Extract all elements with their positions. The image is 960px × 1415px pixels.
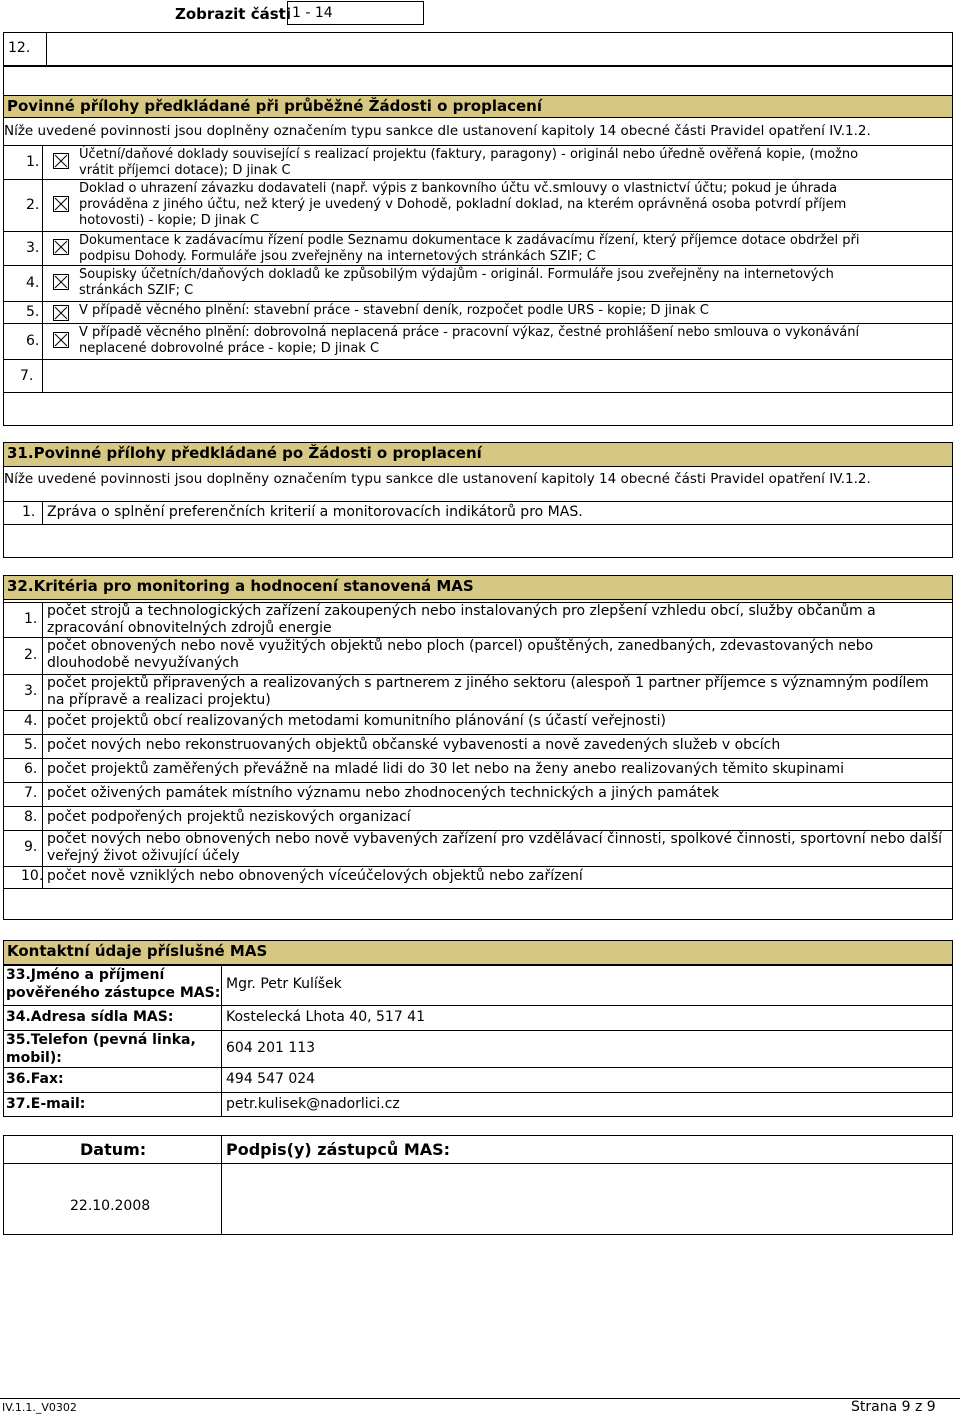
criteria-item-text: počet strojů a technologických zařízení zakoupených nebo instalovaných pro zlepšení vzhledu obcí, služby občanům a xyxy=(47,603,876,619)
criteria-item-text: počet projektů obcí realizovaných metodami komunitního plánování (s účastí veřejnosti) xyxy=(47,713,667,729)
interim-item-number: 6. xyxy=(26,333,40,349)
interim-item-text: Soupisky účetních/daňových dokladů ke způsobilým výdajům - originál. Formuláře jsou zveřejněny na internetových xyxy=(79,267,834,282)
footer-code: IV.1.1._V0302 xyxy=(2,1401,77,1414)
contact-value: Mgr. Petr Kulíšek xyxy=(226,976,342,992)
date-label: Datum: xyxy=(80,1140,147,1159)
criteria-item-number: 7. xyxy=(24,785,38,801)
criteria-item-number: 3. xyxy=(24,683,38,699)
criteria-item-number: 8. xyxy=(24,809,38,825)
criteria-item-number: 9. xyxy=(24,839,38,855)
date-value: 22.10.2008 xyxy=(70,1198,151,1214)
interim-item-text: podpisu Dohody. Formuláře jsou zveřejněny na internetových stránkách SZIF; C xyxy=(79,249,596,264)
interim-item-number: 5. xyxy=(26,304,40,320)
contact-label: 35.Telefon (pevná linka, xyxy=(6,1032,196,1048)
checkbox-checked-icon[interactable] xyxy=(53,239,69,255)
interim-item-text: V případě věcného plnění: stavební práce - stavební deník, rozpočet podle URS - kopie; D jinak C xyxy=(79,303,709,318)
criteria-item-text: počet podpořených projektů neziskových organizací xyxy=(47,809,411,825)
contact-label: 37.E-mail: xyxy=(6,1095,86,1112)
item12-box xyxy=(3,32,953,66)
criteria-item-text: počet obnovených nebo nově využitých objektů nebo ploch (parcel) opuštěných, zanedbaných, zdevastovaných nebo xyxy=(47,638,874,654)
section-31-item-text: Zpráva o splnění preferenčních kriterií a monitorovacích indikátorů pro MAS. xyxy=(47,504,583,520)
criteria-item-text: veřejný život oživující účely xyxy=(47,848,240,864)
contact-value: 494 547 024 xyxy=(226,1070,316,1087)
item12-number: 12. xyxy=(8,40,31,56)
section-32-title: 32.Kritéria pro monitoring a hodnocení stanovená MAS xyxy=(3,575,953,600)
contact-value: petr.kulisek@nadorlici.cz xyxy=(226,1095,400,1112)
interim-item-text: Dokumentace k zadávacímu řízení podle Seznamu dokumentace k zadávacímu řízení, který příjemce dotace obdržel při xyxy=(79,233,860,248)
contact-label: mobil): xyxy=(6,1050,62,1066)
criteria-item-text: počet nových nebo obnovených nebo nově vybavených zařízení pro vzdělávací činnosti, spolkové činnosti, sportovní nebo další xyxy=(47,831,943,847)
interim-item-text: stránkách SZIF; C xyxy=(79,283,194,298)
contact-title: Kontaktní údaje příslušné MAS xyxy=(3,940,953,965)
interim-item-number: 4. xyxy=(26,275,40,291)
criteria-item-text: dlouhodobě nevyužívaných xyxy=(47,655,239,671)
checkbox-checked-icon[interactable] xyxy=(53,196,69,212)
contact-label: pověřeného zástupce MAS: xyxy=(6,985,221,1001)
checkbox-checked-icon[interactable] xyxy=(53,153,69,169)
criteria-item-text: počet projektů zaměřených převážně na mladé lidi do 30 let nebo na ženy anebo realizovaných těmito skupinami xyxy=(47,761,845,777)
contact-value: Kostelecká Lhota 40, 517 41 xyxy=(226,1008,425,1025)
section-31-item-number: 1. xyxy=(22,504,36,520)
show-parts-input[interactable]: 1 - 14 xyxy=(287,1,424,25)
interim-item-number: 3. xyxy=(26,240,40,256)
interim-item-number: 7. xyxy=(20,367,34,384)
criteria-item-number: 1. xyxy=(24,610,38,627)
show-parts-label: Zobrazit části xyxy=(175,5,291,23)
interim-item-text: neplacené dobrovolné práce - kopie; D jinak C xyxy=(79,341,380,356)
criteria-item-text: zpracování obnovitelných zdrojů energie xyxy=(47,620,332,636)
contact-label: 36.Fax: xyxy=(6,1070,64,1087)
criteria-item-number: 4. xyxy=(24,713,38,729)
interim-item-number: 1. xyxy=(26,154,40,170)
interim-item-text: Účetní/daňové doklady související s realizací projektu (faktury, paragony) - originál nebo úředně ověřená kopie, (možno xyxy=(79,147,859,162)
criteria-item-text: počet nových nebo rekonstruovaných objektů občanské vybavenosti a nově zavedených služeb v obcích xyxy=(47,737,781,753)
criteria-item-text: na přípravě a realizaci projektu) xyxy=(47,692,271,708)
footer-page: Strana 9 z 9 xyxy=(851,1399,936,1415)
section-interim-title: Povinné přílohy předkládané při průběžné Žádosti o proplacení xyxy=(3,95,953,118)
criteria-item-number: 5. xyxy=(24,737,38,753)
criteria-item-number: 10. xyxy=(21,868,44,884)
criteria-item-number: 2. xyxy=(24,646,38,663)
interim-item-text: V případě věcného plnění: dobrovolná neplacená práce - pracovní výkaz, čestné prohlášení nebo smlouva o vykonávání xyxy=(79,325,860,340)
contact-label: 34.Adresa sídla MAS: xyxy=(6,1008,174,1025)
criteria-item-text: počet nově vzniklých nebo obnovených víceúčelových objektů nebo zařízení xyxy=(47,868,583,884)
criteria-item-text: počet projektů připravených a realizovaných s partnerem z jiného sektoru (alespoň 1 partner příjemce s významným podílem xyxy=(47,675,929,691)
signature-label: Podpis(y) zástupců MAS: xyxy=(226,1140,451,1159)
checkbox-checked-icon[interactable] xyxy=(53,274,69,290)
interim-item-number: 2. xyxy=(26,197,40,213)
contact-label: 33.Jméno a příjmení xyxy=(6,967,165,983)
section-31-note: Níže uvedené povinnosti jsou doplněny označením typu sankce dle ustanovení kapitoly 14 obecné části Pravidel opatření IV.1.2. xyxy=(4,471,871,487)
interim-item-text: prováděna z jiného účtu, než který je uvedený v Dohodě, pokladní doklad, na kterém oprávněná osoba potvrdí příjem xyxy=(79,197,847,212)
checkbox-checked-icon[interactable] xyxy=(53,305,69,321)
contact-value: 604 201 113 xyxy=(226,1039,316,1056)
criteria-item-text: počet oživených památek místního významu nebo zhodnocených technických a jiných památek xyxy=(47,785,720,801)
section-interim-note: Níže uvedené povinnosti jsou doplněny označením typu sankce dle ustanovení kapitoly 14 obecné části Pravidel opatření IV.1.2. xyxy=(4,123,871,139)
checkbox-checked-icon[interactable] xyxy=(53,332,69,348)
section-31-title: 31.Povinné přílohy předkládané po Žádosti o proplacení xyxy=(3,442,953,467)
interim-item-text: hotovosti) - kopie; D jinak C xyxy=(79,213,260,228)
criteria-item-number: 6. xyxy=(24,761,38,777)
interim-item-text: vrátit příjemci dotace); D jinak C xyxy=(79,163,291,178)
interim-item-text: Doklad o uhrazení závazku dodavateli (např. výpis z bankovního účtu vč.smlouvy o vlastnictví účtu; pokud je úhrada xyxy=(79,181,838,196)
